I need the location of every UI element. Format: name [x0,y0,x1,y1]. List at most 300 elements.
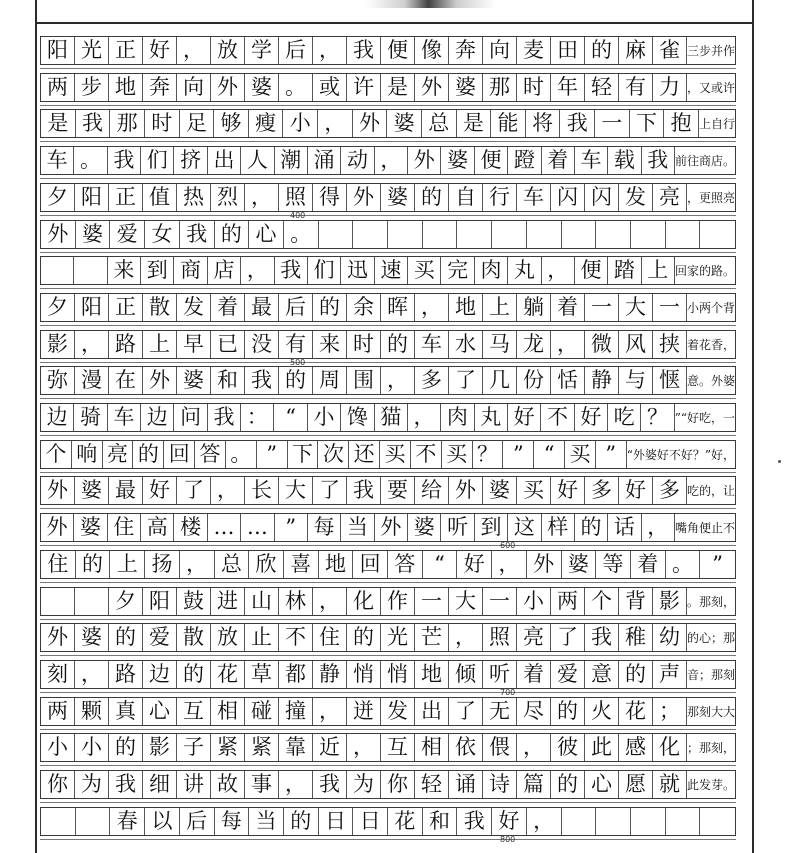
grid-cell: 婆 [245,74,279,101]
grid-cell: 芒 [415,624,449,651]
scan-speck [778,460,781,463]
grid-row [40,623,736,652]
grid-cell: 有 [619,74,653,101]
grid-cell: ； [653,698,687,725]
grid-cell: 边 [143,661,177,688]
grid-cell: 的 [109,624,143,651]
grid-cell: 好 [457,551,492,578]
grid-cell: 发 [177,294,211,321]
grid-cell: 感 [619,734,653,761]
grid-cell: 骑 [74,404,107,431]
grid-cell: 阳 [75,184,109,211]
grid-cell: 下 [288,441,319,468]
grid-cell: ， [313,37,347,64]
grid-cell: 值 [143,184,177,211]
word-count-mark: 500 [290,358,306,367]
grid-cell: 。 [284,221,319,248]
grid-cell: 样 [542,514,575,541]
grid-cell: 你 [41,771,75,798]
grid-cell: 偎 [483,734,517,761]
grid-cell: 外 [143,367,177,394]
grid-cell: 答 [195,441,226,468]
grid-cell: 闪 [551,184,585,211]
grid-cell [457,221,492,248]
row-spacer-rule [40,655,736,656]
grid-cell: 大 [279,477,313,504]
grid-cell: 车 [108,404,141,431]
grid-cell: 心 [143,698,177,725]
grid-cell: 篇 [517,771,551,798]
grid-cell: 心 [585,771,619,798]
grid-cell: 光 [75,37,109,64]
grid-cell: 最 [109,477,143,504]
grid-cell: ， [492,551,527,578]
grid-cell: 小 [41,734,75,761]
grid-cell: 发 [381,698,415,725]
grid-cell: 买 [380,441,411,468]
grid-cell: 我 [457,808,492,835]
grid-cell: ” [257,441,288,468]
grid-cell: 的 [284,808,319,835]
grid-cell: 到 [141,257,174,284]
grid-row [40,587,736,616]
grid-cell: 地 [109,74,143,101]
grid-cell: 我 [109,771,143,798]
grid-cell: 婆 [75,477,109,504]
grid-row [40,366,736,395]
grid-cell: 子 [177,734,211,761]
grid-cell: 的 [133,441,164,468]
grid-cell: 照 [483,624,517,651]
grid-cell: 们 [308,257,341,284]
grid-cell: 着 [211,294,245,321]
row-spacer-rule [40,252,736,253]
grid-row [40,73,736,102]
grid-cell: 车 [517,184,551,211]
grid-cell: 放 [211,624,245,651]
grid-cell: 轻 [585,74,619,101]
page-right-border [752,0,754,853]
grid-cell: 弥 [41,367,75,394]
grid-cell: 鼓 [177,588,211,615]
grid-cell: 的 [76,551,111,578]
grid-cell: ， [180,551,215,578]
grid-cell: 潮 [275,147,308,174]
grid-cell: 是 [41,110,76,137]
grid-cell: 欣 [249,551,284,578]
grid-cell: 撞 [279,698,313,725]
grid-cell: 便 [575,257,608,284]
grid-cell: 个 [41,441,72,468]
grid-cell: 婆 [441,147,474,174]
grid-cell: 意。外婆 [686,373,735,388]
grid-cell: 地 [449,294,483,321]
grid-cell: 前往商店。 [674,153,735,168]
grid-cell: 够 [214,110,249,137]
grid-cell: 行 [483,184,517,211]
grid-cell: 高 [141,514,174,541]
grid-cell: 故 [211,771,245,798]
grid-cell: 等 [596,551,631,578]
grid-cell: 到 [475,514,508,541]
grid-cell: 早 [177,331,211,358]
grid-cell: 发 [619,184,653,211]
grid-row [40,697,736,726]
grid-cell: 外 [347,184,381,211]
grid-cell: 周 [313,367,347,394]
grid-cell: 便 [381,37,415,64]
grid-cell: ？ [473,441,504,468]
grid-cell: 倾 [449,661,483,688]
grid-cell: 大 [619,294,653,321]
grid-cell: 尽 [517,698,551,725]
grid-cell: 的 [109,734,143,761]
grid-cell: 两 [41,74,75,101]
grid-cell: ， [408,404,441,431]
grid-cell: 阳 [143,588,177,615]
grid-cell: ，更照亮 [686,190,735,205]
grid-cell: 住 [108,514,141,541]
grid-cell: 婆 [177,367,211,394]
grid-cell: 爱 [551,661,585,688]
grid-cell: 的 [177,661,211,688]
grid-cell: 边 [41,404,74,431]
grid-cell: 踏 [608,257,641,284]
grid-cell [666,808,701,835]
grid-cell: 散 [177,624,211,651]
grid-cell: 的 [313,294,347,321]
grid-cell: 了 [449,367,483,394]
grid-cell: 静 [585,367,619,394]
grid-cell: 一 [585,294,619,321]
grid-cell: … [241,514,274,541]
grid-cell: 完 [441,257,474,284]
grid-cell: 影 [653,588,687,615]
grid-cell [666,221,701,248]
grid-cell: 买 [517,477,551,504]
grid-cell: 像 [415,37,449,64]
grid-cell: 紧 [245,734,279,761]
grid-cell: 动 [341,147,374,174]
grid-row [40,36,736,65]
grid-cell: 奔 [143,74,177,101]
row-spacer-rule [40,692,736,693]
grid-cell: 在 [109,367,143,394]
grid-cell: 林 [279,588,313,615]
grid-cell: 向 [177,74,211,101]
grid-cell: 春 [110,808,145,835]
grid-cell: 着 [551,294,585,321]
grid-cell [631,808,666,835]
grid-cell: 买 [442,441,473,468]
grid-cell: 份 [517,367,551,394]
grid-cell: 婆 [76,221,111,248]
grid-cell: 住 [41,551,76,578]
row-spacer-rule [40,68,736,69]
grid-cell: 彼 [551,734,585,761]
grid-cell: 是 [457,110,492,137]
grid-cell: ”“好吃，一 [674,410,735,425]
grid-cell: 这 [508,514,541,541]
grid-cell: 声 [653,661,687,688]
row-spacer-rule [40,398,736,399]
grid-cell: 答 [388,551,423,578]
grid-cell: 晖 [381,294,415,321]
grid-cell: 馋 [341,404,374,431]
grid-cell: 相 [415,734,449,761]
grid-cell: 光 [381,624,415,651]
grid-cell: 外 [41,221,76,248]
grid-cell: 。 [666,551,701,578]
grid-cell: 相 [211,698,245,725]
grid-cell: 速 [375,257,408,284]
grid-cell: 总 [422,110,457,137]
grid-row [40,660,736,689]
grid-cell: 我 [313,771,347,798]
grid-cell: 吃 [608,404,641,431]
grid-cell: ，又或许 [686,80,735,95]
grid-cell: 能 [491,110,526,137]
grid-cell: 来 [313,331,347,358]
grid-row [40,109,736,138]
grid-cell: 年 [551,74,585,101]
grid-cell: 喜 [284,551,319,578]
grid-cell: 讲 [177,771,211,798]
grid-cell: 作 [381,588,415,615]
grid-cell: 。 [226,441,257,468]
grid-cell: 颗 [75,698,109,725]
grid-cell: 细 [143,771,177,798]
grid-cell: 好 [143,37,177,64]
grid-cell: 花 [619,698,653,725]
grid-cell: 迅 [341,257,374,284]
grid-cell: 诵 [449,771,483,798]
grid-cell: 的 [347,624,381,651]
grid-cell: ， [381,367,415,394]
grid-cell: 许 [347,74,381,101]
grid-cell: 田 [551,37,585,64]
grid-cell: 我 [347,37,381,64]
grid-cell: 外 [41,514,74,541]
grid-cell [41,808,76,835]
row-spacer-rule [40,765,736,766]
grid-cell: 那 [110,110,145,137]
grid-cell: 止 [245,624,279,651]
row-spacer-rule [40,178,736,179]
grid-cell: “ [274,404,307,431]
grid-cell: 当 [249,808,284,835]
grid-cell: 已 [211,331,245,358]
grid-cell: 人 [241,147,274,174]
grid-cell: ， [551,331,585,358]
grid-cell [562,221,597,248]
word-count-mark: 400 [290,211,306,220]
grid-cell [75,588,109,615]
grid-cell: 烈 [211,184,245,211]
grid-cell: 便 [475,147,508,174]
row-spacer-rule [40,105,736,106]
grid-cell: 互 [177,698,211,725]
grid-cell: 热 [177,184,211,211]
grid-cell: 买 [408,257,441,284]
row-spacer-rule [40,619,736,620]
grid-cell: 我 [642,147,675,174]
grid-cell: 好 [575,404,608,431]
grid-cell: 小 [75,734,109,761]
row-spacer-rule [40,508,736,509]
grid-cell: 女 [145,221,180,248]
grid-cell: 那刻大大 [686,704,735,719]
grid-cell: 和 [211,367,245,394]
grid-cell: 不 [279,624,313,651]
header-smudge [366,0,496,8]
grid-cell: 马 [483,331,517,358]
grid-cell: 路 [109,661,143,688]
grid-cell: 抱 [664,110,699,137]
grid-cell: 不 [541,404,574,431]
grid-cell: 每 [308,514,341,541]
grid-cell: 后 [279,37,313,64]
grid-cell: 稚 [619,624,653,651]
grid-cell: 次 [318,441,349,468]
grid-cell [41,257,74,284]
grid-cell: 店 [208,257,241,284]
word-count-mark: 700 [500,688,516,697]
grid-cell: 回 [353,551,388,578]
grid-cell: 地 [319,551,354,578]
grid-cell: 恬 [551,367,585,394]
grid-cell: ， [517,734,551,761]
grid-cell: 外 [353,110,388,137]
grid-cell: “外婆好不好？”好， [626,447,735,462]
word-count-mark: 600 [500,541,516,550]
word-count-mark: 800 [500,835,516,844]
row-spacer-rule [40,472,736,473]
grid-cell: 以 [145,808,180,835]
grid-cell: 两 [551,588,585,615]
grid-cell: 丸 [475,404,508,431]
grid-cell: ， [211,477,245,504]
grid-cell: 出 [208,147,241,174]
grid-row [40,146,736,175]
grid-cell: 来 [108,257,141,284]
grid-cell: 的 [575,514,608,541]
grid-cell: 三步并作 [686,43,735,58]
grid-cell: 向 [483,37,517,64]
grid-cell: 吃的，让 [686,483,735,498]
grid-cell: 多 [415,367,449,394]
grid-cell: 外 [41,477,75,504]
grid-cell: 小两个背 [686,300,735,315]
grid-cell: 我 [180,221,215,248]
row-spacer-rule [40,288,736,289]
grid-cell: 阳 [41,37,75,64]
grid-cell: ， [318,110,353,137]
grid-cell: 事 [245,771,279,798]
grid-cell: 我 [208,404,241,431]
grid-cell: 或 [313,74,347,101]
grid-cell: 路 [109,331,143,358]
grid-cell: 扬 [145,551,180,578]
grid-cell: 花 [211,661,245,688]
grid-cell: 好 [492,808,527,835]
grid-cell: 每 [215,808,250,835]
row-spacer-rule [40,215,736,216]
grid-cell [492,221,527,248]
grid-cell: 婆 [449,74,483,101]
grid-cell: 的 [585,37,619,64]
grid-cell: 长 [245,477,279,504]
grid-cell: 音；那刻 [686,667,735,682]
grid-cell: 进 [211,588,245,615]
grid-cell: 婆 [74,514,107,541]
row-spacer-rule [40,435,736,436]
grid-cell: 外 [415,74,449,101]
grid-row [40,733,736,762]
row-spacer-rule [40,362,736,363]
grid-cell: 车 [415,331,449,358]
grid-row [40,403,736,432]
grid-cell: 日 [353,808,388,835]
grid-cell: 车 [41,147,74,174]
grid-cell: 化 [347,588,381,615]
grid-cell: ， [449,624,483,651]
grid-cell: 步 [75,74,109,101]
grid-cell [700,221,735,248]
grid-cell: 与 [619,367,653,394]
grid-cell: 爱 [110,221,145,248]
grid-cell: ” [275,514,308,541]
grid-cell: 挤 [174,147,207,174]
grid-cell: … [208,514,241,541]
grid-cell: 亮 [653,184,687,211]
grid-row [40,807,736,836]
grid-cell: 地 [415,661,449,688]
grid-cell: ” [712,552,724,576]
grid-cell: 最 [245,294,279,321]
grid-cell: 还 [349,441,380,468]
page-left-border [35,0,37,853]
grid-cell: 夕 [41,294,75,321]
grid-cell: 响 [72,441,103,468]
grid-cell: 两 [41,698,75,725]
grid-cell: 夕 [109,588,143,615]
grid-cell: ” [503,441,534,468]
grid-cell: 着 [517,661,551,688]
grid-cell [353,221,388,248]
grid-cell: ， [375,147,408,174]
grid-cell [388,221,423,248]
grid-cell: 此发芽。 [686,777,735,792]
grid-cell: 挟 [653,331,687,358]
grid-cell [41,588,75,615]
grid-cell: 就 [653,771,687,798]
grid-cell: 时 [347,331,381,358]
grid-cell: 微 [585,331,619,358]
grid-cell: ” [596,441,627,468]
grid-row [40,220,736,249]
grid-cell: 幼 [653,624,687,651]
grid-cell: 和 [423,808,458,835]
grid-cell: 肉 [441,404,474,431]
grid-cell: 外 [211,74,245,101]
grid-cell: 上 [110,551,145,578]
grid-cell: 上 [143,331,177,358]
grid-cell: 得 [313,184,347,211]
grid-cell: 放 [211,37,245,64]
grid-cell: 无 [483,698,517,725]
grid-cell: 悄 [381,661,415,688]
